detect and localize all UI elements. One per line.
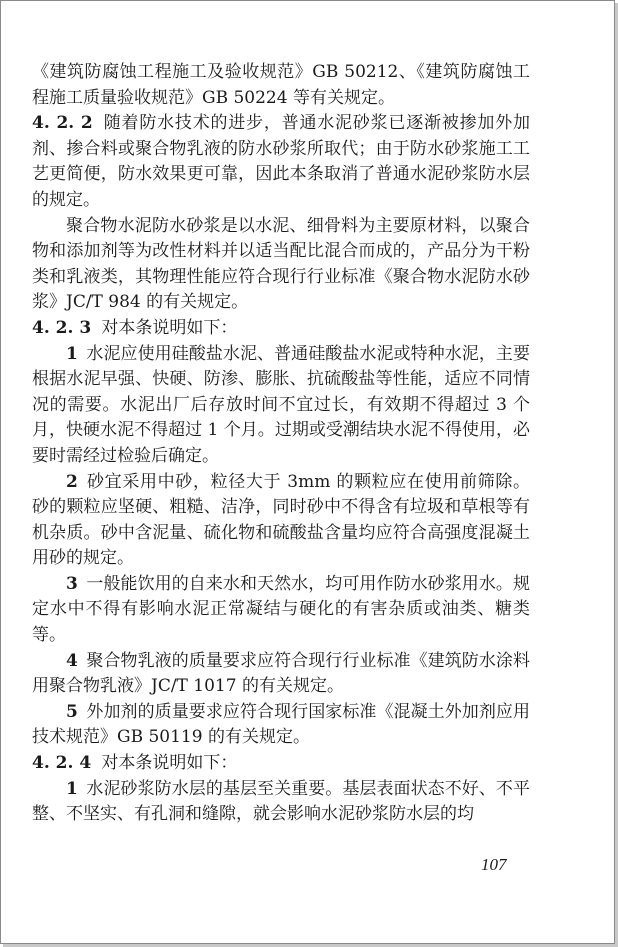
clause-number: 4. 2. 2 — [32, 113, 93, 134]
item-number: 4 — [66, 650, 78, 671]
paragraph-text: 《建筑防腐蚀工程施工及验收规范》GB 50212、《建筑防腐蚀工程施工质量验收规范》GB 50224 等有关规定。 — [32, 62, 530, 108]
item-number: 3 — [66, 573, 78, 594]
paragraph-text: 聚合物水泥防水砂浆是以水泥、细骨料为主要原材料，以聚合物和添加剂等为改性材料并以适当配比混合而成的，产品分为干粉类和乳液类，其物理性能应符合现行行业标准《聚合物水泥防水砂浆》JC/T 984 的有关规定。 — [32, 215, 530, 313]
clause-4-2-4 — [32, 751, 530, 777]
item-text: 砂宜采用中砂，粒径大于 3mm 的颗粒应在使用前筛除。砂的颗粒应坚硬、粗糙、洁净，同时砂中不得含有垃圾和草根等有机杂质。砂中含泥量、硫化物和硫酸盐含量均应符合高强度混凝土用砂的规定。 — [32, 471, 530, 569]
item-water — [32, 572, 530, 649]
item-base-layer — [32, 777, 530, 828]
clause-text: 对本条说明如下： — [101, 753, 238, 774]
paragraph-polymer-mortar — [32, 214, 530, 316]
item-sand — [32, 470, 530, 572]
item-admixture — [32, 700, 530, 751]
paragraph-continuation — [32, 60, 530, 111]
page-number: 107 — [481, 855, 507, 874]
clause-text: 随着防水技术的进步，普通水泥砂浆已逐渐被掺加外加剂、掺合料或聚合物乳液的防水砂浆所取代；由于防水砂浆施工工艺更简便，防水效果更可靠，因此本条取消了普通水泥砂浆防水层的规定。 — [32, 113, 530, 210]
clause-4-2-3 — [32, 316, 530, 342]
item-number: 5 — [66, 701, 78, 722]
item-text: 水泥应使用硅酸盐水泥、普通硅酸盐水泥或特种水泥，主要根据水泥早强、快硬、防渗、膨胀、抗硫酸盐等性能，适应不同情况的需要。水泥出厂后存放时间不宜过长，有效期不得超过 3 个月，快硬水泥不得超过 1 个月。过期或受潮结块水泥不得使用，必要时需经过检验后确定。 — [32, 343, 530, 466]
item-number: 2 — [66, 471, 78, 492]
clause-text: 对本条说明如下： — [101, 317, 238, 338]
page-body — [32, 60, 530, 828]
item-text: 水泥砂浆防水层的基层至关重要。基层表面状态不好、不平整、不坚实、有孔洞和缝隙，就会影响水泥砂浆防水层的均 — [32, 778, 530, 825]
clause-number: 4. 2. 4 — [32, 753, 92, 774]
clause-4-2-2 — [32, 111, 530, 213]
item-text: 聚合物乳液的质量要求应符合现行行业标准《建筑防水涂料用聚合物乳液》JC/T 1017 的有关规定。 — [32, 650, 530, 697]
clause-number: 4. 2. 3 — [32, 317, 92, 338]
item-number: 1 — [66, 778, 78, 799]
item-cement — [32, 342, 530, 470]
item-number: 1 — [66, 343, 78, 364]
item-text: 外加剂的质量要求应符合现行国家标准《混凝土外加剂应用技术规范》GB 50119 的有关规定。 — [32, 701, 530, 748]
item-text: 一般能饮用的自来水和天然水，均可用作防水砂浆用水。规定水中不得有影响水泥正常凝结与硬化的有害杂质或油类、糖类等。 — [32, 573, 530, 646]
item-polymer-emulsion — [32, 649, 530, 700]
